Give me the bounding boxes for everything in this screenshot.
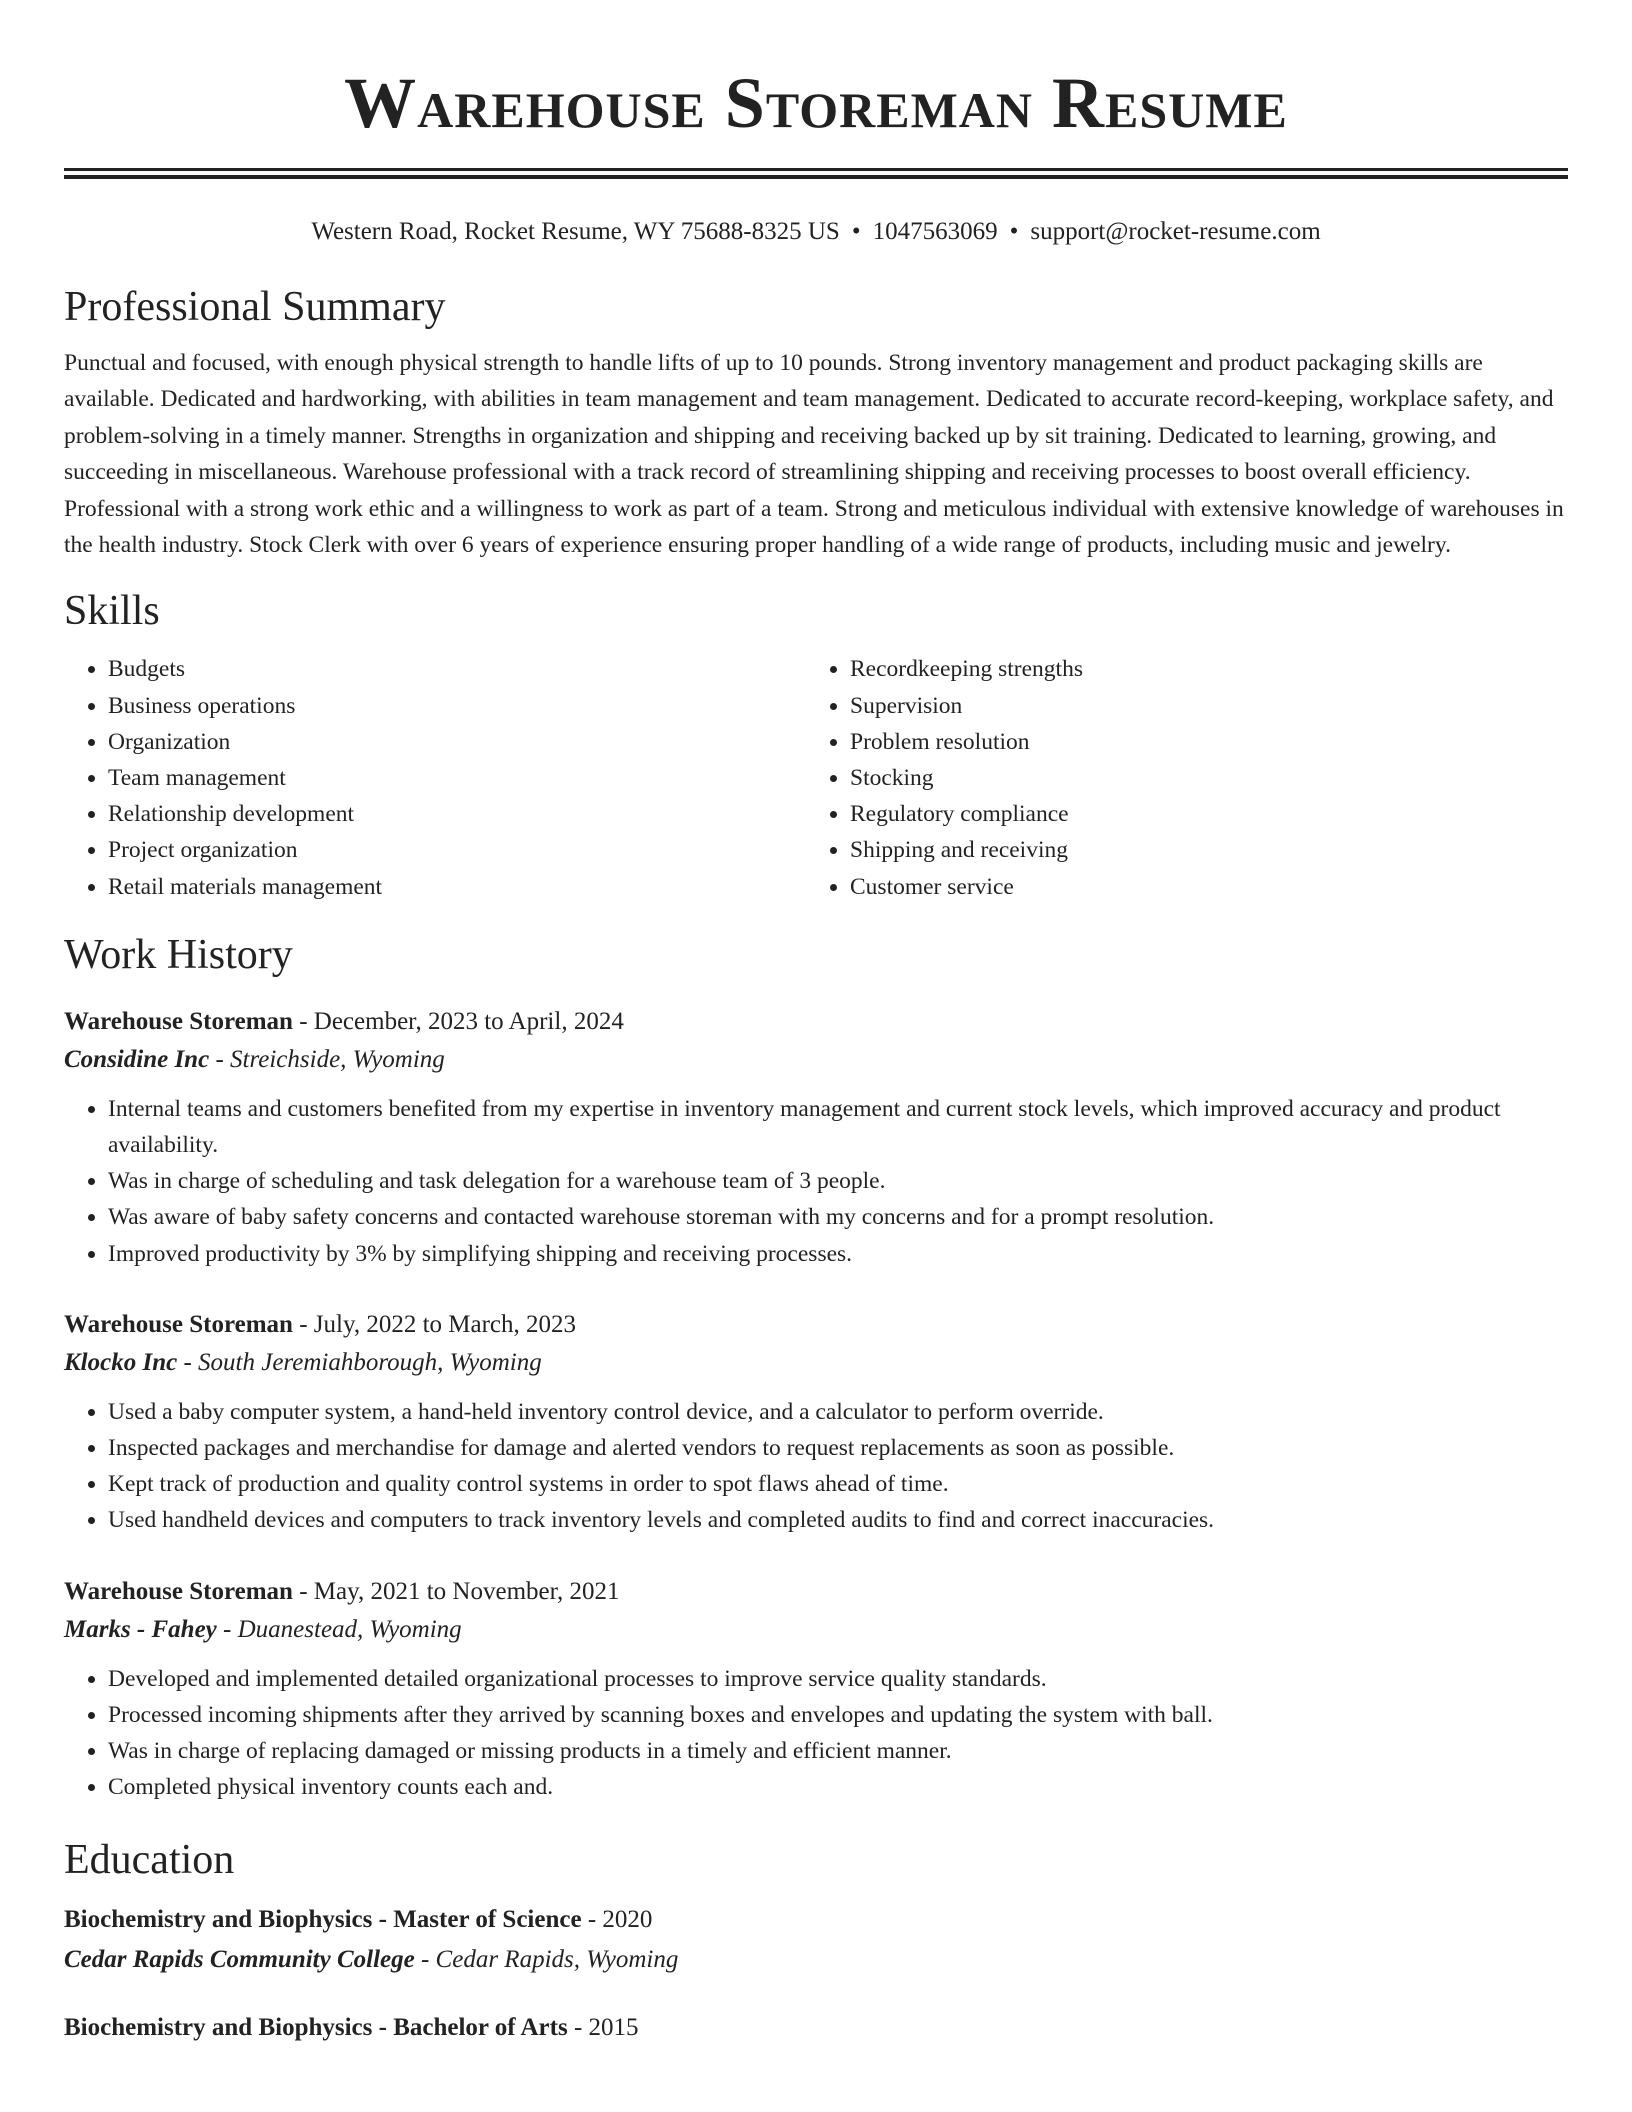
job-entry xyxy=(64,1573,1568,1806)
education-location: - Cedar Rapids, Wyoming xyxy=(414,1945,679,1973)
job-bullet: • Inspected packages and merchandise for damage and alerted vendors to request replacements as soon as possible. xyxy=(108,1430,1568,1466)
job-dates: - December, 2023 to April, 2024 xyxy=(292,1007,624,1035)
resume-page xyxy=(64,0,1568,2048)
skills-column-right xyxy=(806,651,1548,904)
contact-separator: • xyxy=(1009,218,1019,245)
education-degree: Biochemistry and Biophysics - Bachelor of Arts xyxy=(64,2013,568,2041)
skill-item: • Stocking xyxy=(850,760,1548,796)
job-company-line xyxy=(64,1344,1568,1382)
job-title-line xyxy=(64,1003,1568,1041)
contact-phone: 1047563069 xyxy=(872,218,998,245)
education-school-line xyxy=(64,1940,1568,1980)
job-title: Warehouse Storeman xyxy=(64,1007,293,1035)
skill-item: • Regulatory compliance xyxy=(850,796,1548,832)
job-dates: - July, 2022 to March, 2023 xyxy=(292,1310,577,1338)
job-entry xyxy=(64,1306,1568,1539)
job-bullet: • Was aware of baby safety concerns and contacted warehouse storeman with my concerns and for a prompt resolution. xyxy=(108,1199,1568,1235)
job-bullet: • Developed and implemented detailed organizational processes to improve service quality standards. xyxy=(108,1661,1568,1697)
skill-item: • Budgets xyxy=(108,651,806,687)
skill-item: • Problem resolution xyxy=(850,724,1548,760)
job-location: - South Jeremiahborough, Wyoming xyxy=(177,1348,542,1376)
job-company-line xyxy=(64,1611,1568,1649)
job-title: Warehouse Storeman xyxy=(64,1310,293,1338)
job-title-line xyxy=(64,1573,1568,1611)
skill-item: • Relationship development xyxy=(108,796,806,832)
title-divider xyxy=(64,168,1568,179)
education-year: - 2015 xyxy=(567,2013,639,2041)
skill-item: • Business operations xyxy=(108,688,806,724)
job-bullet: • Internal teams and customers benefited from my expertise in inventory management and current stock levels, which improved accuracy and product availability. xyxy=(108,1091,1568,1163)
job-bullet: • Used a baby computer system, a hand-held inventory control device, and a calculator to perform override. xyxy=(108,1394,1568,1430)
contact-separator: • xyxy=(851,218,861,245)
contact-address: Western Road, Rocket Resume, WY 75688-8325 US xyxy=(311,218,840,245)
job-location: - Streichside, Wyoming xyxy=(209,1045,445,1073)
job-company-line xyxy=(64,1041,1568,1079)
job-title: Warehouse Storeman xyxy=(64,1577,293,1605)
job-bullet: • Was in charge of scheduling and task delegation for a warehouse team of 3 people. xyxy=(108,1163,1568,1199)
skill-item: • Shipping and receiving xyxy=(850,832,1548,868)
education-school: Cedar Rapids Community College xyxy=(64,1945,415,1973)
job-entry xyxy=(64,1003,1568,1272)
skill-item: • Customer service xyxy=(850,869,1548,905)
skill-item: • Recordkeeping strengths xyxy=(850,651,1548,687)
job-bullet: • Processed incoming shipments after they arrived by scanning boxes and envelopes and updating the system with ball. xyxy=(108,1697,1568,1733)
education-entry xyxy=(64,1900,1568,1980)
job-bullet: • Was in charge of replacing damaged or missing products in a timely and efficient manner. xyxy=(108,1733,1568,1769)
skills-list xyxy=(64,651,1568,904)
job-bullet: • Completed physical inventory counts each and. xyxy=(108,1769,1568,1805)
skill-item: • Retail materials management xyxy=(108,869,806,905)
job-company: Marks - Fahey xyxy=(64,1615,217,1643)
education-heading: Education xyxy=(64,1836,235,1883)
job-bullets xyxy=(64,1661,1568,1806)
education-degree: Biochemistry and Biophysics - Master of Science xyxy=(64,1905,582,1933)
job-company: Considine Inc xyxy=(64,1045,210,1073)
job-location: - Duanestead, Wyoming xyxy=(216,1615,462,1643)
skill-item: • Organization xyxy=(108,724,806,760)
job-bullets xyxy=(64,1394,1568,1539)
skill-item: • Project organization xyxy=(108,832,806,868)
job-dates: - May, 2021 to November, 2021 xyxy=(292,1577,620,1605)
summary-text: Punctual and focused, with enough physical strength to handle lifts of up to 10 pounds. Strong inventory management and product packaging skills are available. Dedicated and hardworking, with abilities in team management and team management. Dedicated to accurate record-keeping, workplace safety, and problem-solving in a timely manner. Strengths in organization and shipping and receiving backed up by sit training. Dedicated to learning, growing, and succeeding in miscellaneous. Warehouse professional with a track record of streamlining shipping and receiving processes to boost overall efficiency. Professional with a strong work ethic and a willingness to work as part of a team. Strong and meticulous individual with extensive knowledge of warehouses in the health industry. Stock Clerk with over 6 years of experience ensuring proper handling of a wide range of products, including music and jewelry. xyxy=(64,350,1564,559)
education-degree-line xyxy=(64,1900,1568,1940)
resume-title: Warehouse Storeman Resume xyxy=(344,63,1288,143)
summary-heading: Professional Summary xyxy=(64,284,446,330)
work-history-heading: Work History xyxy=(64,931,293,978)
contact-email: support@rocket-resume.com xyxy=(1030,218,1321,245)
job-company: Klocko Inc xyxy=(64,1348,178,1376)
skills-column-left xyxy=(64,651,806,904)
job-bullets xyxy=(64,1091,1568,1272)
job-bullet: • Improved productivity by 3% by simplifying shipping and receiving processes. xyxy=(108,1236,1568,1272)
skill-item: • Supervision xyxy=(850,688,1548,724)
job-bullet: • Kept track of production and quality control systems in order to spot flaws ahead of time. xyxy=(108,1466,1568,1502)
education-degree-line xyxy=(64,2008,1568,2048)
job-bullet: • Used handheld devices and computers to track inventory levels and completed audits to find and correct inaccuracies. xyxy=(108,1502,1568,1538)
skills-heading: Skills xyxy=(64,588,160,635)
education-entry xyxy=(64,2008,1568,2048)
education-year: - 2020 xyxy=(581,1905,653,1933)
job-title-line xyxy=(64,1306,1568,1344)
skill-item: • Team management xyxy=(108,760,806,796)
contact-line xyxy=(64,215,1568,249)
